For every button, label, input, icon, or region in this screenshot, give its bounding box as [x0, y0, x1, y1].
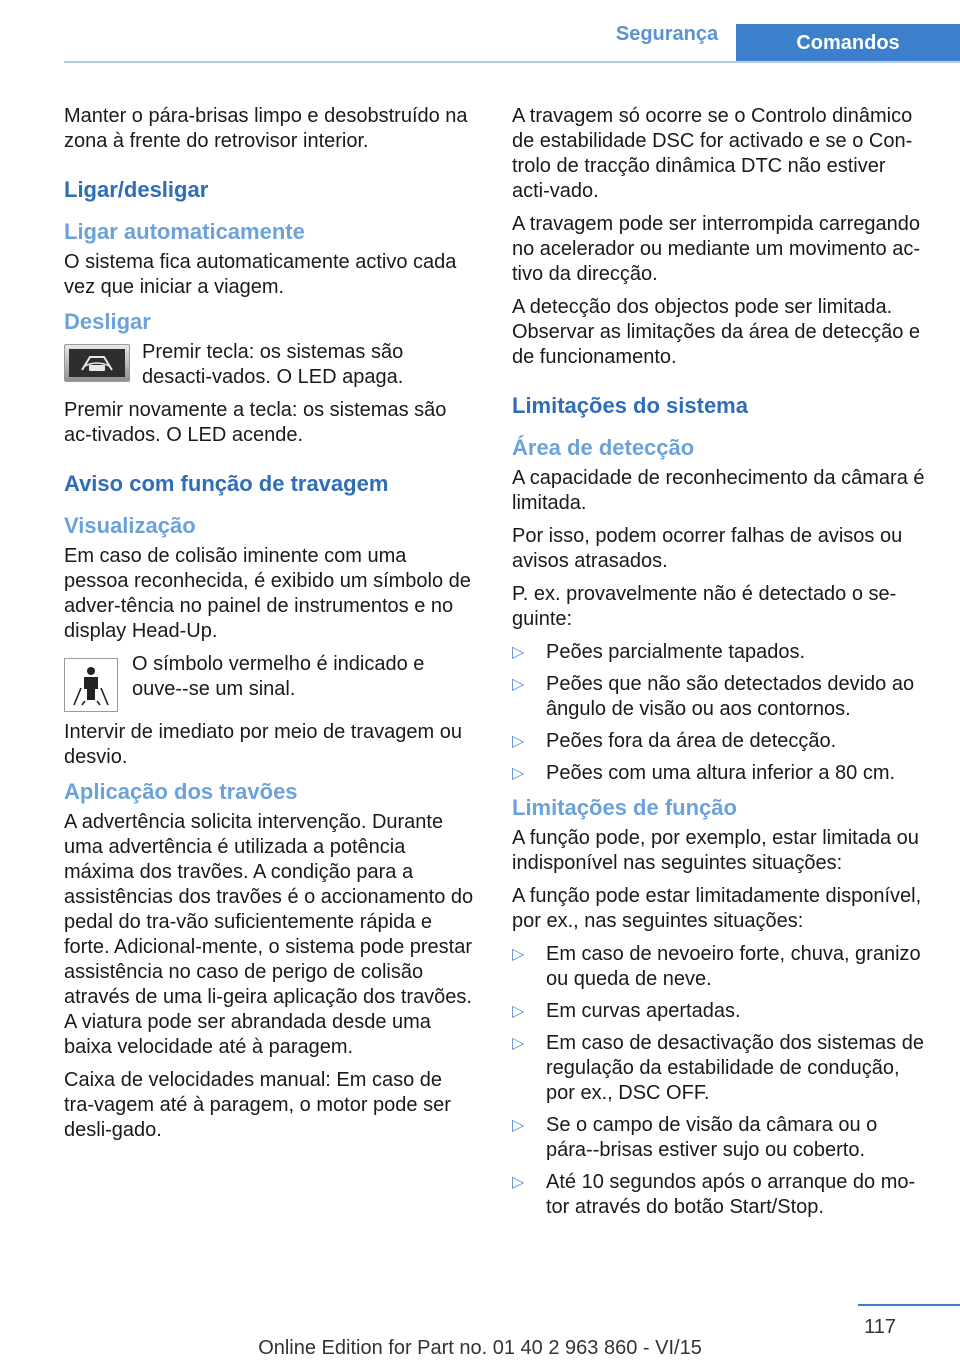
paragraph-area-3: P. ex. provavelmente não é detectado o se-guinte: [512, 583, 897, 630]
left-column [64, 104, 476, 1151]
triangle-bullet-icon: ▷ [512, 676, 525, 693]
paragraph-intervene: Intervir de imediato por meio de travagem ou desvio. [64, 721, 462, 768]
list-item: ▷ Peões com uma altura inferior a 80 cm. [512, 762, 896, 784]
paragraph-off: Premir tecla: os sistemas são desacti-vados. O LED apaga. [142, 341, 404, 388]
heading-brake-warning: Aviso com função de travagem [64, 471, 389, 496]
pedestrian-icon [64, 658, 118, 712]
list-item: ▷ Em caso de nevoeiro forte, chuva, granizo ou queda de neve. [512, 943, 921, 990]
list-detection-area [512, 640, 928, 786]
footer-rule [858, 1304, 960, 1306]
paragraph-brakes: A advertência solicita intervenção. Durante uma advertência é utilizada a potência máxima dos travões. A condição para a assistências dos travões é o accionamento do pedal do tra-vão suficientemente rápida e forte. Adicional-mente, o sistema pode prestar assistência no caso de perigo de colisão através de uma li-geira aplicação dos travões. A viatura pode ser abrandada desde uma baixa velocidade até à paragem. [64, 811, 474, 1058]
subheading-display: Visualização [64, 513, 196, 538]
paragraph-red-symbol: O símbolo vermelho é indicado e ouve--se um sinal. [132, 653, 425, 700]
triangle-bullet-icon: ▷ [512, 1003, 525, 1020]
pedestrian-warning-button-icon [64, 344, 130, 382]
list-item: ▷ Se o campo de visão da câmara ou o pára--brisas estiver sujo ou coberto. [512, 1114, 878, 1161]
triangle-bullet-icon: ▷ [512, 644, 525, 661]
header-chapter-tab[interactable]: Comandos [736, 24, 960, 63]
subheading-detection-area: Área de detecção [512, 435, 695, 460]
paragraph-on-again: Premir novamente a tecla: os sistemas são ac-tivados. O LED acende. [64, 399, 447, 446]
subheading-brakes: Aplicação dos travões [64, 779, 298, 804]
triangle-bullet-icon: ▷ [512, 765, 525, 782]
paragraph-area-2: Por isso, podem ocorrer falhas de avisos ou avisos atrasados. [512, 525, 903, 572]
subheading-auto-on: Ligar automaticamente [64, 219, 305, 244]
paragraph-detection: A detecção dos objectos pode ser limitada. Observar as limitações da área de detecção e de funcionamento. [512, 296, 920, 368]
header-section-tab[interactable]: Segurança [615, 23, 719, 45]
triangle-bullet-icon: ▷ [512, 1174, 525, 1191]
paragraph-interrupt: A travagem pode ser interrompida carregando no acelerador ou mediante um movimento ac-tivo da direcção. [512, 213, 921, 285]
paragraph-func-1: A função pode, por exemplo, estar limitada ou indisponível nas seguintes situações: [512, 827, 919, 874]
red-symbol-instruction [64, 652, 476, 712]
triangle-bullet-icon: ▷ [512, 1117, 525, 1134]
list-item: ▷ Peões parcialmente tapados. [512, 641, 806, 663]
footer-edition: Online Edition for Part no. 01 40 2 963 860 - VI/15 [258, 1337, 702, 1359]
heading-system-limits: Limitações do sistema [512, 393, 748, 418]
heading-on-off: Ligar/desligar [64, 177, 209, 202]
off-instruction [64, 340, 476, 390]
paragraph-display: Em caso de colisão iminente com uma pessoa reconhecida, é exibido um símbolo de adver-tência no painel de instrumentos e no display Head-Up. [64, 545, 471, 642]
list-item: ▷ Em caso de desactivação dos sistemas de regulação da estabilidade de condução, por ex., DSC OFF. [512, 1032, 924, 1104]
page-number: 117 [864, 1316, 896, 1338]
triangle-bullet-icon: ▷ [512, 946, 525, 963]
triangle-bullet-icon: ▷ [512, 1035, 525, 1052]
list-item: ▷ Peões fora da área de detecção. [512, 730, 837, 752]
list-item: ▷ Peões que não são detectados devido ao ângulo de visão ou aos contornos. [512, 673, 915, 720]
triangle-bullet-icon: ▷ [512, 733, 525, 750]
list-function-limits [512, 942, 928, 1220]
subheading-off: Desligar [64, 309, 151, 334]
paragraph-intro: Manter o pára-brisas limpo e desobstruído na zona à frente do retrovisor interior. [64, 105, 468, 152]
paragraph-dsc: A travagem só ocorre se o Controlo dinâmico de estabilidade DSC for activado e se o Con-trolo de tracção dinâmica DTC não estiver acti-vado. [512, 105, 913, 202]
paragraph-func-2: A função pode estar limitadamente disponível, por ex., nas seguintes situações: [512, 885, 922, 932]
subheading-function-limits: Limitações de função [512, 795, 737, 820]
header-rule [64, 61, 960, 63]
right-column [512, 104, 928, 1228]
paragraph-auto-on: O sistema fica automaticamente activo cada vez que iniciar a viagem. [64, 251, 457, 298]
list-item: ▷ Até 10 segundos após o arranque do mo-tor através do botão Start/Stop. [512, 1171, 916, 1218]
paragraph-gearbox: Caixa de velocidades manual: Em caso de tra-vagem até à paragem, o motor pode ser desli-gado. [64, 1069, 451, 1141]
list-item: ▷ Em curvas apertadas. [512, 1000, 741, 1022]
paragraph-area-1: A capacidade de reconhecimento da câmara é limitada. [512, 467, 925, 514]
